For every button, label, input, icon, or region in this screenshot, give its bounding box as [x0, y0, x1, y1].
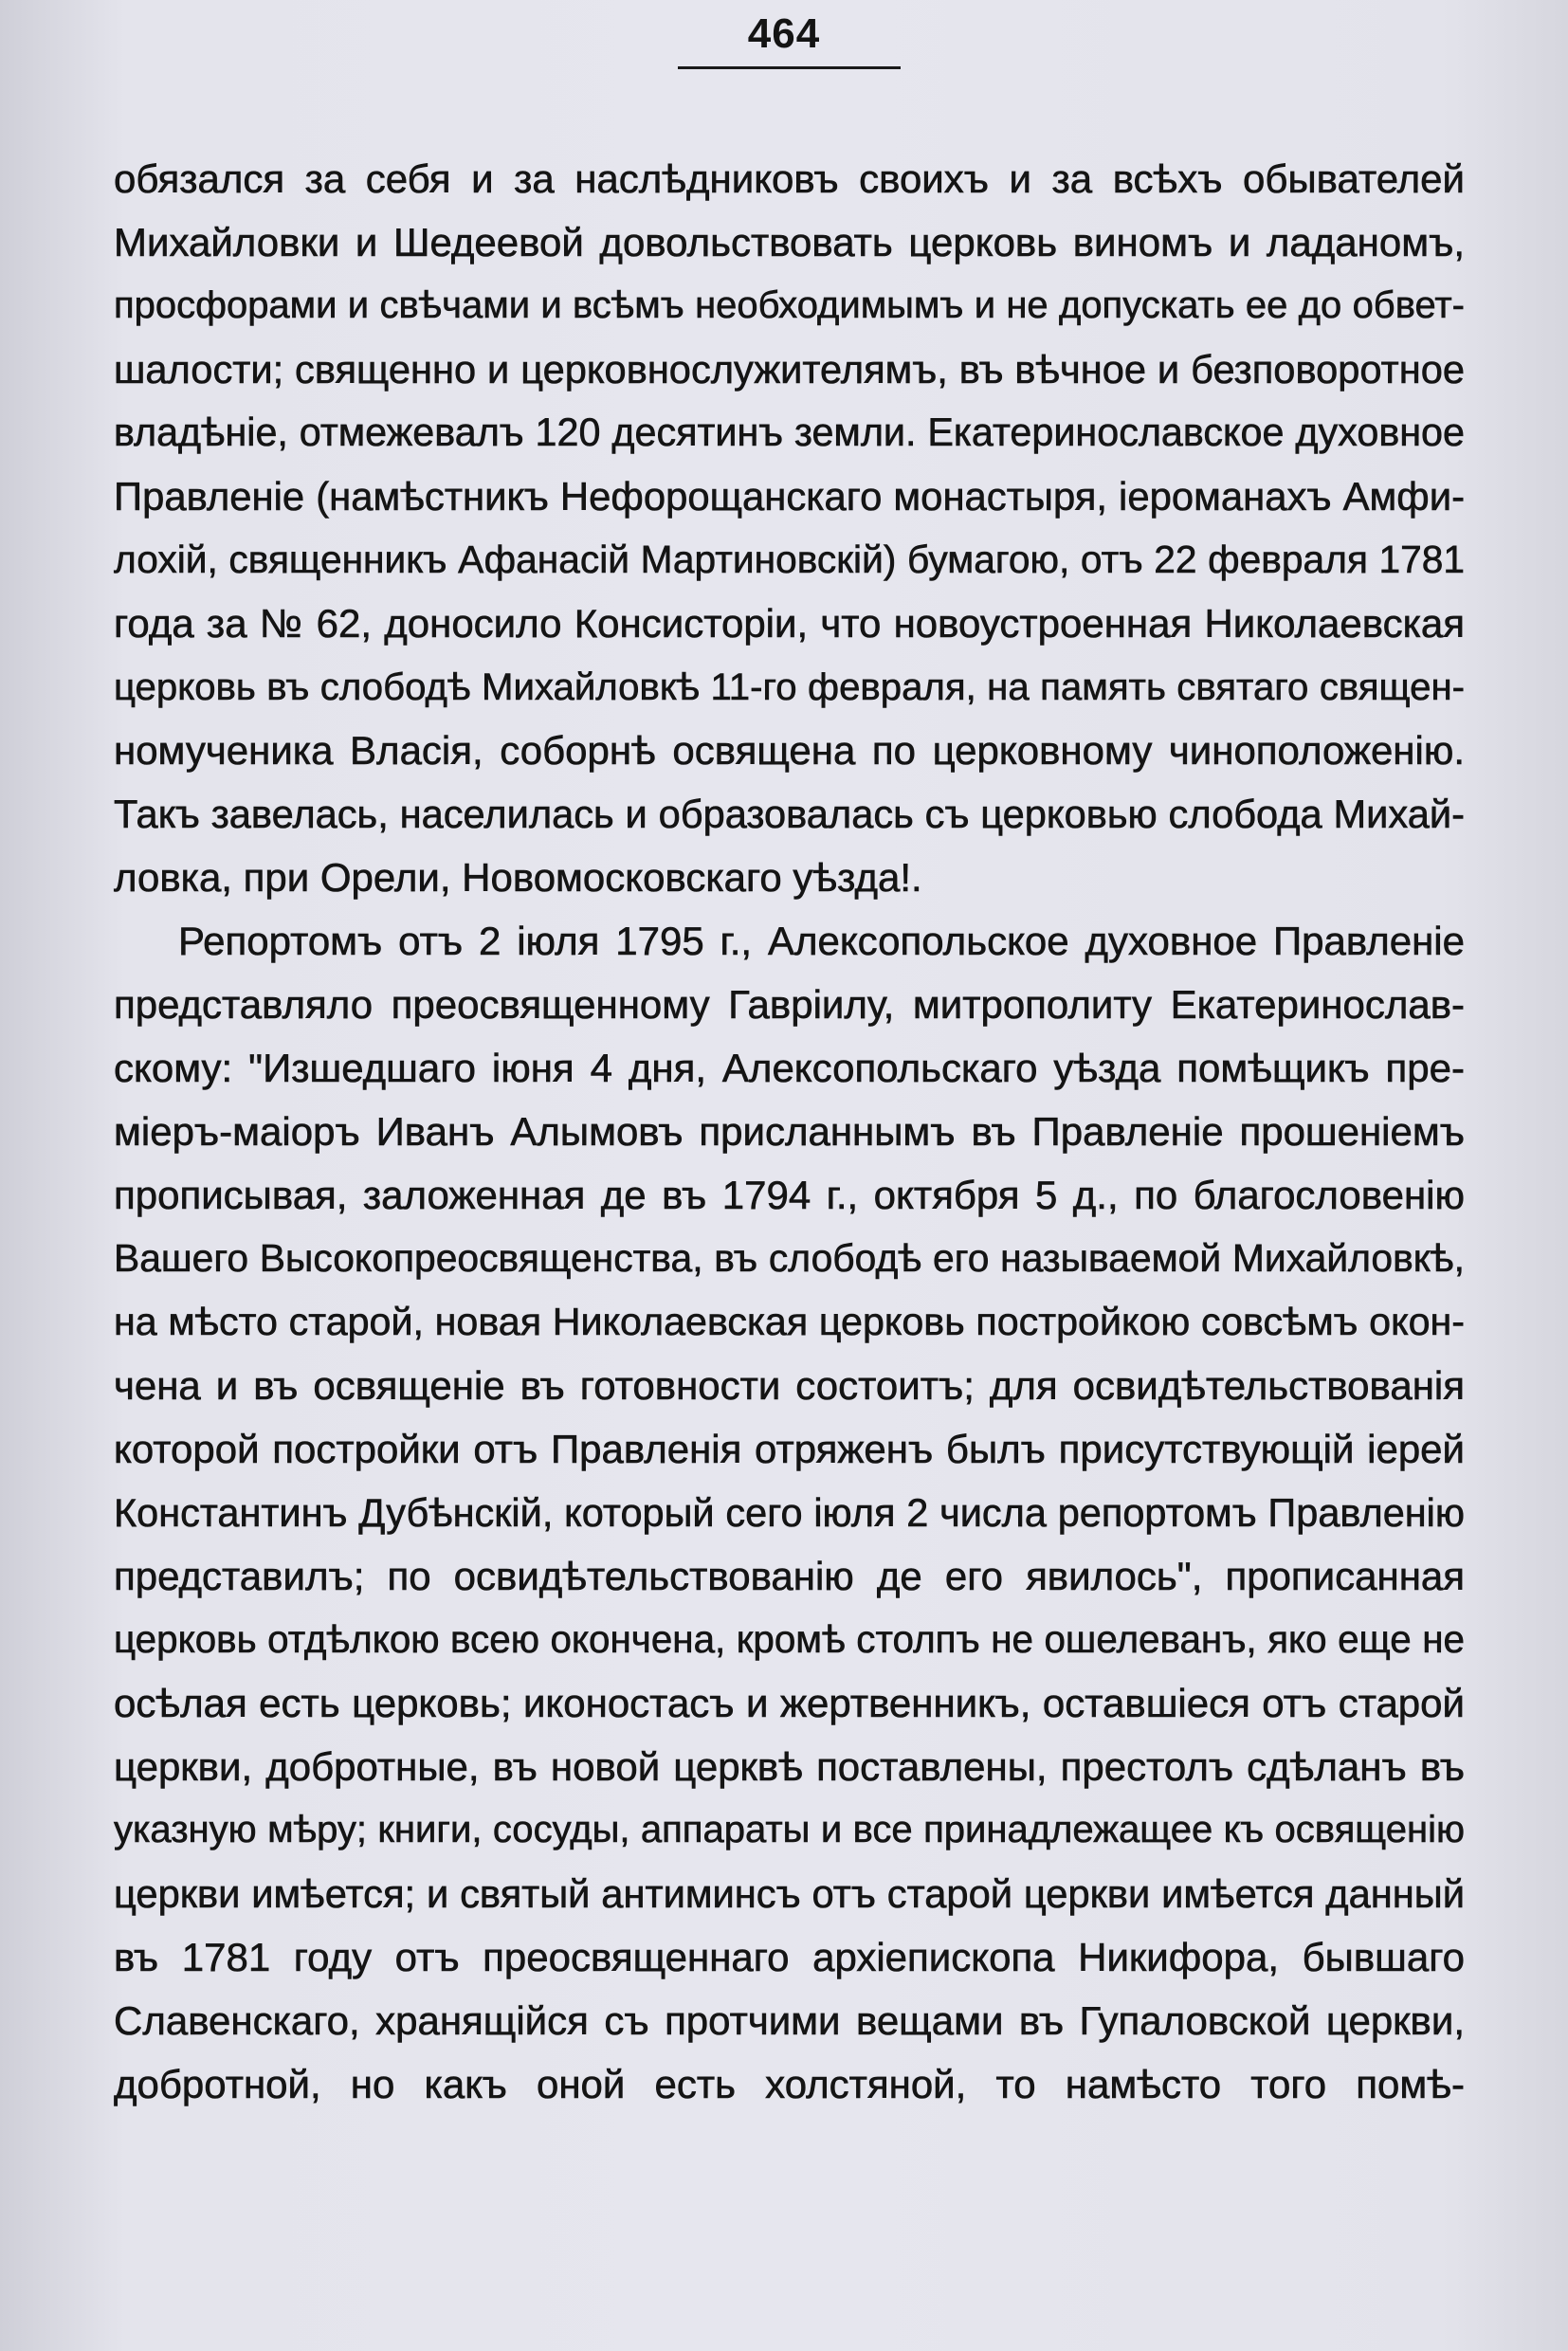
text-line: которой постройки отъ Правленія отряженъ былъ присутствующій іерей	[114, 1427, 1465, 1471]
text-line: номученика Власія, соборнѣ освящена по церковному чиноположенію.	[114, 728, 1465, 773]
text-line: лохій, священникъ Афанасій Мартиновскій) бумагою, отъ 22 февраля 1781	[114, 538, 1465, 581]
text-line: церкви, добротные, въ новой церквѣ поставлены, престолъ сдѣланъ въ	[114, 1744, 1465, 1789]
text-line: владѣніе, отмежевалъ 120 десятинъ земли. Екатеринославское духовное	[114, 410, 1465, 454]
text-line: указную мѣру; книги, сосуды, аппараты и все принадлежащее къ освященію	[114, 1809, 1465, 1850]
text-line: прописывая, заложенная де въ 1794 г., октября 5 д., по благословенію	[114, 1173, 1465, 1217]
text-line: на мѣсто старой, новая Николаевская церковь постройкою совсѣмъ окон-	[114, 1300, 1465, 1343]
text-line: въ 1781 году отъ преосвященнаго архіепископа Никифора, бывшаго	[114, 1935, 1465, 1979]
page-header	[0, 8, 1568, 61]
text-line: представилъ; по освидѣтельствованію де его явилось", прописанная	[114, 1554, 1465, 1598]
text-line: міеръ-маіоръ Иванъ Алымовъ присланнымъ въ Правленіе прошеніемъ	[114, 1109, 1465, 1154]
text-line: осѣлая есть церковь; иконостасъ и жертвенникъ, оставшіеся отъ старой	[114, 1681, 1465, 1725]
text-line: Такъ завелась, населилась и образовалась съ церковью слобода Михай-	[114, 792, 1465, 836]
text-line: церковь отдѣлкою всею окончена, кромѣ столпъ не ошелеванъ, яко еще не	[114, 1617, 1465, 1661]
text-line: обязался за себя и за наслѣдниковъ своихъ и за всѣхъ обывателей	[114, 156, 1465, 201]
header-rule	[678, 66, 901, 69]
text-line: добротной, но какъ оной есть холстяной, то намѣсто того помѣ-	[114, 2062, 1465, 2106]
text-line: Вашего Высокопреосвященства, въ слободѣ его называемой Михайловкѣ,	[114, 1236, 1465, 1280]
text-line: Константинъ Дубѣнскій, который сего іюля 2 числа репортомъ Правленію	[114, 1490, 1465, 1535]
text-line: Репортомъ отъ 2 іюля 1795 г., Алексопольское духовное Правленіе	[178, 919, 1465, 963]
text-line: просфорами и свѣчами и всѣмъ необходимымъ и не допускать ее до обвет-	[114, 284, 1465, 326]
text-line: Правленіе (намѣстникъ Нефорощанскаго монастыря, іероманахъ Амфи-	[114, 474, 1465, 519]
paragraph-2	[114, 909, 1465, 2116]
text-line: года за № 62, доносило Консисторіи, что новоустроенная Николаевская	[114, 601, 1465, 646]
text-line: Славенскаго, хранящійся съ протчими вещами въ Гупаловской церкви,	[114, 1998, 1465, 2043]
text-line: скому: "Изшедшаго іюня 4 дня, Алексопольскаго уѣзда помѣщикъ пре-	[114, 1046, 1465, 1090]
text-line: Михайловки и Шедеевой довольствовать церковь виномъ и ладаномъ,	[114, 220, 1465, 264]
text-line: церковь въ слободѣ Михайловкѣ 11-го февраля, на память святаго священ-	[114, 665, 1465, 708]
text-line: ловка, при Орели, Новомосковскаго уѣзда!.	[114, 855, 922, 900]
text-line: церкви имѣется; и святый антиминсъ отъ старой церкви имѣется данный	[114, 1871, 1465, 1916]
text-line: чена и въ освященіе въ готовности состоитъ; для освидѣтельствованія	[114, 1363, 1465, 1408]
page-number: 464	[747, 10, 821, 57]
paragraph-1	[114, 147, 1465, 909]
text-line: представляло преосвященному Гавріилу, митрополиту Екатеринослав-	[114, 982, 1465, 1027]
body-text	[114, 147, 1465, 2116]
text-line: шалости; священно и церковнослужителямъ, въ вѣчное и безповоротное	[114, 347, 1465, 392]
